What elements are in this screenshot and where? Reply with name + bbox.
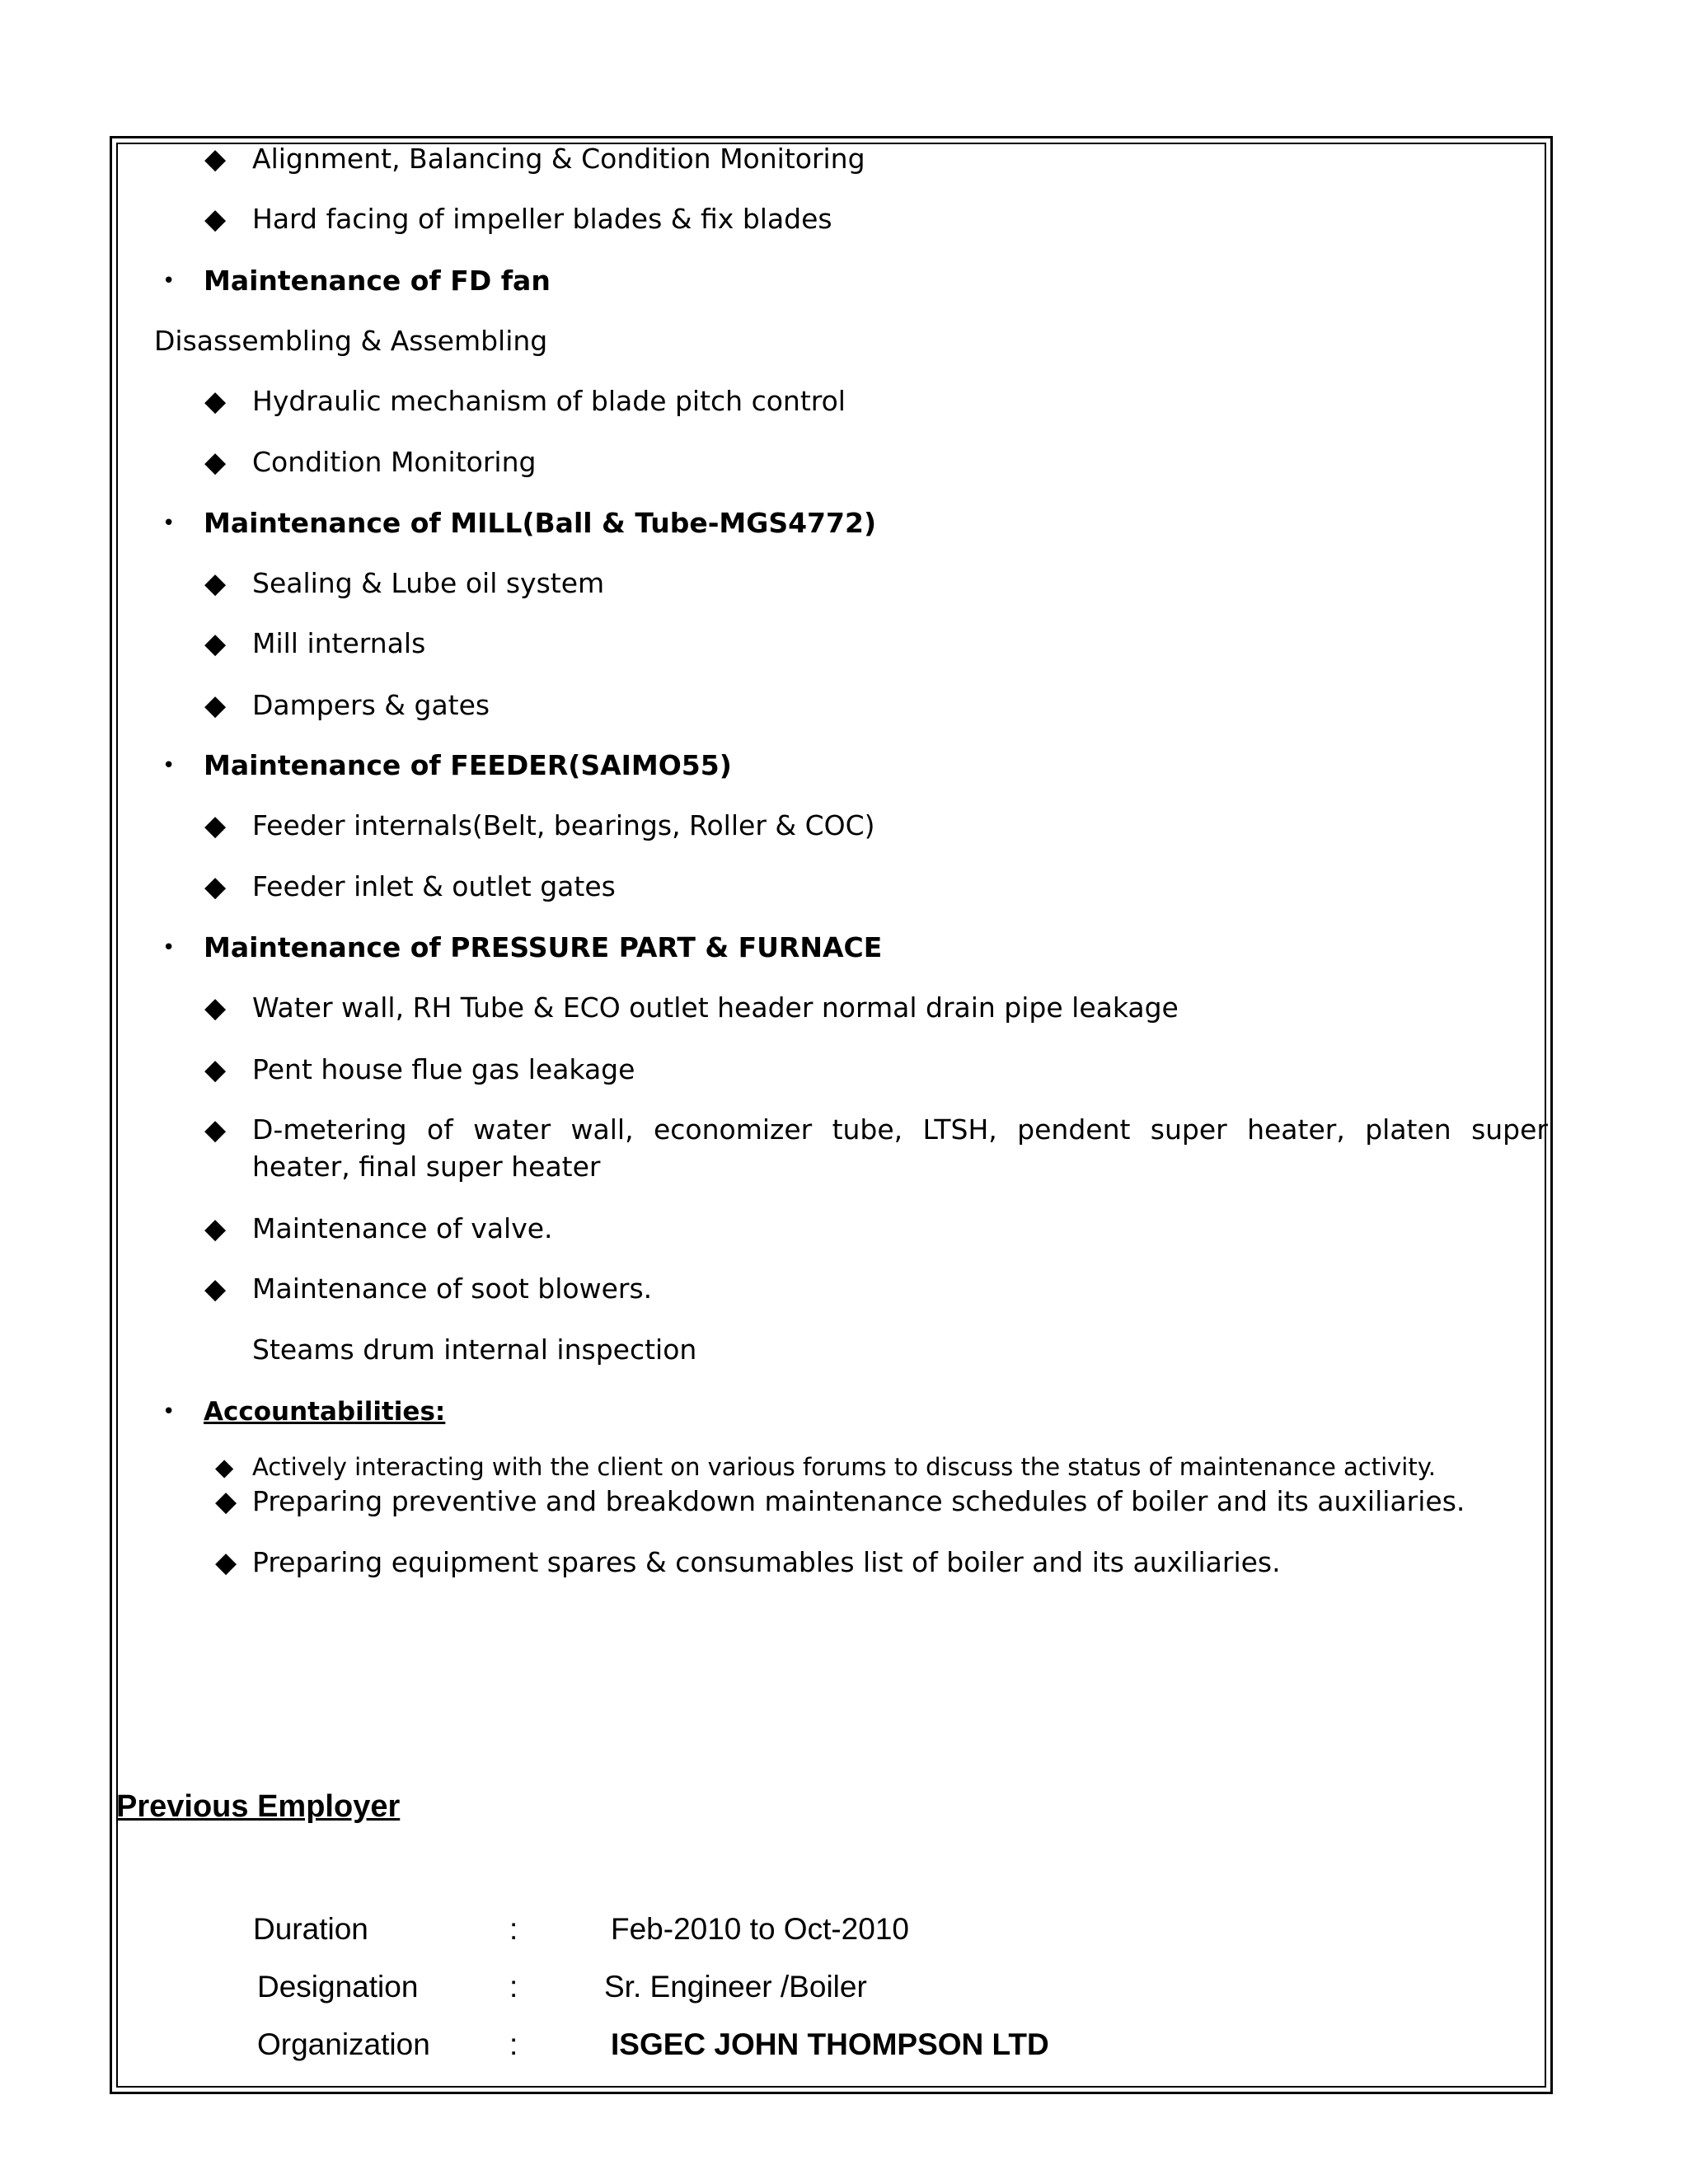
diamond-bullet-icon: ◆ <box>204 203 227 236</box>
list-item: Hydraulic mechanism of blade pitch control <box>252 385 846 417</box>
round-bullet-icon: • <box>162 935 176 960</box>
duration-label: Duration <box>253 1912 368 1946</box>
diamond-bullet-icon: ◆ <box>204 689 227 722</box>
list-item: Condition Monitoring <box>252 446 537 478</box>
separator: : <box>509 1912 518 1946</box>
diamond-bullet-icon: ◆ <box>204 809 227 842</box>
organization-label: Organization <box>257 2027 430 2061</box>
diamond-bullet-icon: ◆ <box>204 627 227 660</box>
list-item: Preparing preventive and breakdown maintenance schedules of boiler and its auxiliaries. <box>252 1485 1465 1517</box>
list-item: Actively interacting with the client on various forums to discuss the status of maintenance activity. <box>252 1453 1436 1481</box>
diamond-bullet-icon: ◆ <box>204 1053 227 1086</box>
diamond-bullet-icon: ◆ <box>215 1485 237 1518</box>
list-item: Pent house flue gas leakage <box>252 1053 635 1085</box>
round-bullet-icon: • <box>162 1399 176 1424</box>
list-item: Maintenance of soot blowers. <box>252 1272 653 1305</box>
section-heading-accountabilities: Accountabilities: <box>204 1397 446 1427</box>
round-bullet-icon: • <box>162 269 176 293</box>
section-heading-mill: Maintenance of MILL(Ball & Tube-MGS4772) <box>204 507 877 539</box>
list-item: Sealing & Lube oil system <box>252 567 605 599</box>
previous-employer-heading: Previous Employer <box>116 1789 401 1824</box>
organization-value: ISGEC JOHN THOMPSON LTD <box>611 2027 1049 2061</box>
diamond-bullet-icon: ◆ <box>204 1212 227 1245</box>
list-item: Maintenance of valve. <box>252 1212 553 1244</box>
list-item: Feeder internals(Belt, bearings, Roller & COC) <box>252 809 875 841</box>
diamond-bullet-icon: ◆ <box>204 1272 227 1305</box>
round-bullet-icon: • <box>162 511 176 536</box>
diamond-bullet-icon: ◆ <box>204 567 227 600</box>
list-item: Dampers & gates <box>252 689 490 721</box>
list-item: Mill internals <box>252 627 426 659</box>
list-item: Feeder inlet & outlet gates <box>252 870 616 902</box>
duration-value: Feb-2010 to Oct-2010 <box>611 1912 909 1946</box>
list-item: Water wall, RH Tube & ECO outlet header normal drain pipe leakage <box>252 991 1179 1024</box>
paragraph-text: Disassembling & Assembling <box>154 325 548 357</box>
diamond-bullet-icon: ◆ <box>204 143 227 176</box>
diamond-bullet-icon: ◆ <box>204 385 227 418</box>
list-item: Hard facing of impeller blades & fix blades <box>252 203 832 235</box>
section-heading-fd-fan: Maintenance of FD fan <box>204 265 551 297</box>
separator: : <box>509 1970 518 2004</box>
diamond-bullet-icon: ◆ <box>204 446 227 479</box>
diamond-bullet-icon: ◆ <box>204 1113 227 1146</box>
round-bullet-icon: • <box>162 753 176 778</box>
section-heading-pressure-part: Maintenance of PRESSURE PART & FURNACE <box>204 931 883 963</box>
diamond-bullet-icon: ◆ <box>204 870 227 903</box>
section-heading-feeder: Maintenance of FEEDER(SAIMO55) <box>204 749 732 781</box>
designation-label: Designation <box>257 1970 419 2004</box>
paragraph-text: Steams drum internal inspection <box>252 1333 697 1366</box>
diamond-bullet-icon: ◆ <box>215 1453 234 1481</box>
list-item: D-metering of water wall, economizer tube, LTSH, pendent super heater, platen super <box>252 1113 1548 1146</box>
list-item-continuation: heater, final super heater <box>252 1151 601 1183</box>
list-item: Alignment, Balancing & Condition Monitoring <box>252 143 865 175</box>
diamond-bullet-icon: ◆ <box>204 991 227 1024</box>
separator: : <box>509 2027 518 2061</box>
designation-value: Sr. Engineer /Boiler <box>604 1970 867 2004</box>
list-item: Preparing equipment spares & consumables list of boiler and its auxiliaries. <box>252 1546 1281 1578</box>
diamond-bullet-icon: ◆ <box>215 1546 237 1579</box>
